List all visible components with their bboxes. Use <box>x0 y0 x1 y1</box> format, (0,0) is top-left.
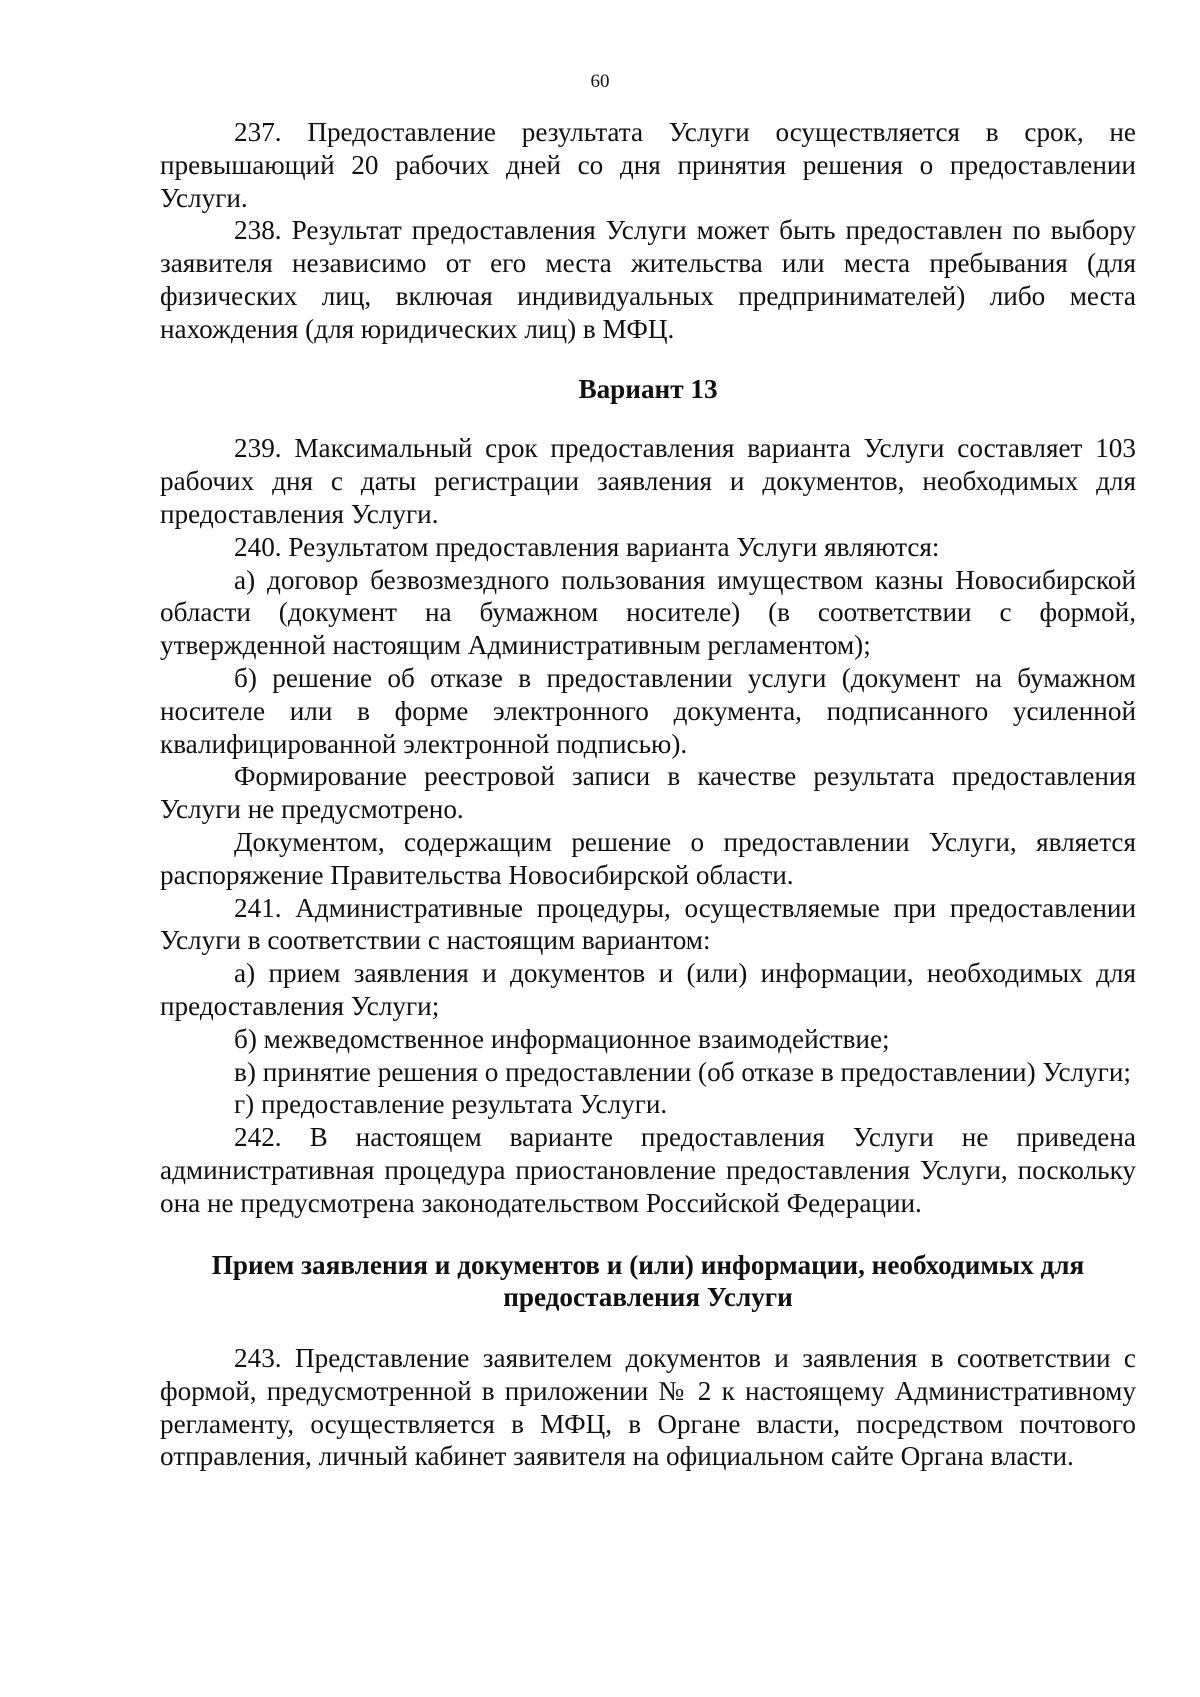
paragraph-240: 240. Результатом предоставления варианта Услуги являются: <box>234 531 940 562</box>
paragraph-241: 241. Административные процедуры, осуществляемые при предоставлении Услуги в соответствии с настоящим вариантом: <box>160 892 1136 956</box>
list-item-241-a: а) прием заявления и документов и (или) информации, необходимых для предоставления Услуги; <box>160 958 1136 1021</box>
list-item-241-g: г) предоставление результата Услуги. <box>234 1089 668 1120</box>
paragraph-238: 238. Результат предоставления Услуги может быть предоставлен по выбору заявителя независимо от его места жительства или места пребывания (для физических лиц, включая индивидуальных предпринимателей) либо места нахождения (для юридических лиц) в МФЦ. <box>160 215 1136 344</box>
list-item-240-a: а) договор безвозмездного пользования имуществом казны Новосибирской области (документ на бумажном носителе) (в соответствии с формой, утвержденной настоящим Административным регламентом); <box>160 564 1136 661</box>
list-item-241-v: в) принятие решения о предоставлении (об отказе в предоставлении) Услуги; <box>234 1056 1131 1087</box>
paragraph-242: 242. В настоящем варианте предоставления Услуги не приведена административная процедура приостановление предоставления Услуги, поскольку она не предусмотрена законодательством Российской Федерации. <box>160 1122 1136 1218</box>
list-item-240-b: б) решение об отказе в предоставлении услуги (документ на бумажном носителе или в форме электронного документа, подписанного усиленной квалифицированной электронной подписью). <box>160 662 1136 759</box>
paragraph-decision-document: Документом, содержащим решение о предоставлении Услуги, является распоряжение Правительства Новосибирской области. <box>160 826 1136 890</box>
document-body <box>160 116 1136 1473</box>
paragraph-243: 243. Представление заявителем документов и заявления в соответствии с формой, предусмотренной в приложении № 2 к настоящему Административному регламенту, осуществляется в МФЦ, в Органе власти, посредством почтового отправления, личный кабинет заявителя на официальном сайте Органа власти. <box>160 1343 1136 1472</box>
list-item-241-b: б) межведомственное информационное взаимодействие; <box>234 1023 890 1054</box>
section-heading-variant-13: Вариант 13 <box>578 373 718 404</box>
section-heading-application-intake: Прием заявления и документов и (или) информации, необходимых для предоставления Услуги <box>211 1249 1085 1313</box>
page-number: 60 <box>590 71 610 92</box>
paragraph-239: 239. Максимальный срок предоставления варианта Услуги составляет 103 рабочих дня с даты регистрации заявления и документов, необходимых для предоставления Услуги. <box>160 433 1136 529</box>
paragraph-237: 237. Предоставление результата Услуги осуществляется в срок, не превышающий 20 рабочих дней со дня принятия решения о предоставлении Услуги. <box>160 117 1136 213</box>
paragraph-registry-record: Формирование реестровой записи в качестве результата предоставления Услуги не предусмотрено. <box>160 761 1136 825</box>
